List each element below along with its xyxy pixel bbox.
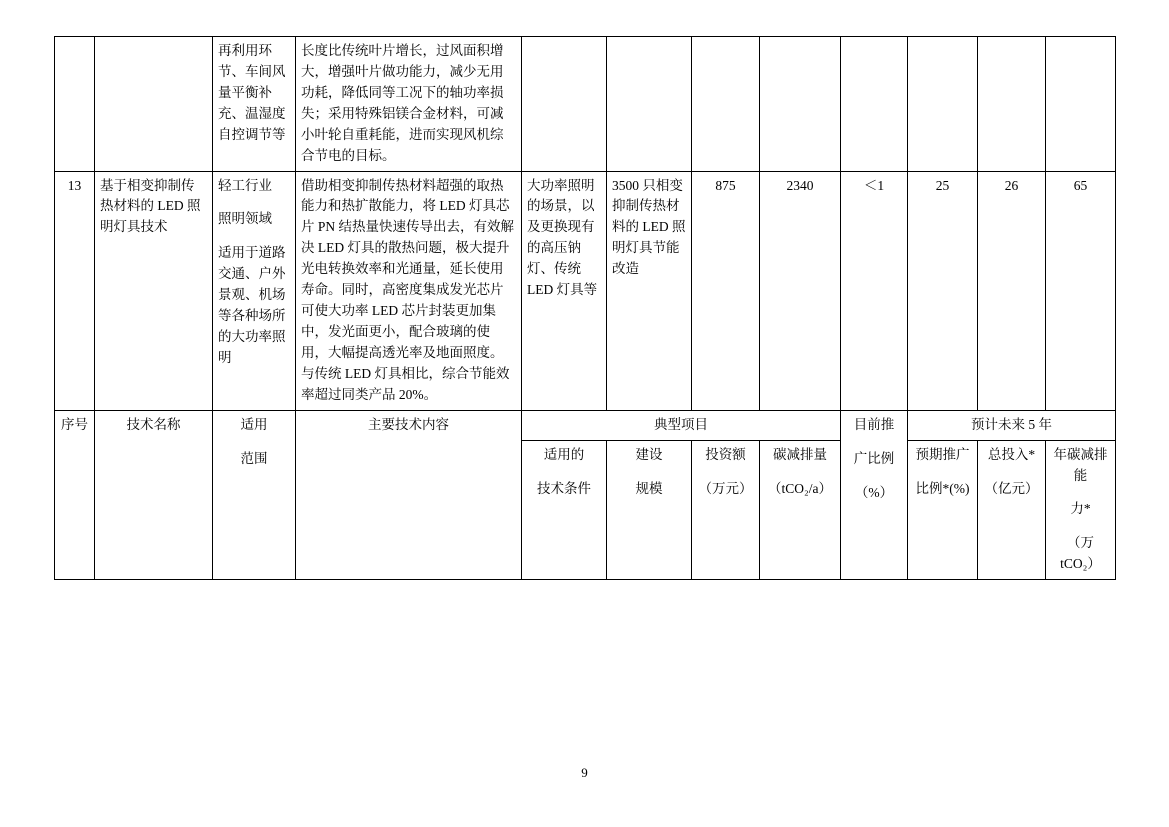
header-col-carbon-reduction bbox=[760, 440, 841, 580]
cell-name: 基于相变抑制传热材料的 LED 照明灯具技术 bbox=[95, 171, 213, 410]
cell-index-continued bbox=[55, 37, 95, 172]
cell-scope-continued: 再利用环节、车间风量平衡补充、温湿度自控调节等 bbox=[213, 37, 296, 172]
header-group-typical-project: 典型项目 bbox=[522, 410, 841, 440]
cell-annual-reduction: 65 bbox=[1046, 171, 1116, 410]
header-col-scope bbox=[213, 410, 296, 580]
cell-build-scale-continued bbox=[607, 37, 692, 172]
cell-name-continued bbox=[95, 37, 213, 172]
header-col-investment bbox=[692, 440, 760, 580]
header-col-index: 序号 bbox=[55, 410, 95, 580]
cell-carbon-continued bbox=[760, 37, 841, 172]
header-promo-line-1: 目前推 bbox=[853, 416, 895, 432]
header-col-future-ratio bbox=[908, 440, 978, 580]
header-col-annual-reduction bbox=[1046, 440, 1116, 580]
header-col-current-promotion bbox=[841, 410, 908, 580]
cell-promotion-ratio: ＜1 bbox=[841, 171, 908, 410]
header-col-tech-condition bbox=[522, 440, 607, 580]
cell-tech-condition: 大功率照明的场景，以及更换现有的高压钠灯、传统 LED 灯具等 bbox=[522, 171, 607, 410]
cell-future-ratio: 25 bbox=[908, 171, 978, 410]
header-col-build-scale bbox=[607, 440, 692, 580]
scope-line-2: 照明领域 bbox=[218, 211, 272, 227]
page-number: 9 bbox=[581, 765, 588, 780]
header-col-scope-line-2: 范围 bbox=[240, 450, 268, 466]
header-promo-line-2: 广比例 bbox=[853, 450, 895, 466]
header-col-scope-line-1: 适用 bbox=[240, 416, 268, 432]
header-carbon-line-2: （tCO₂/a） bbox=[768, 480, 832, 496]
cell-index: 13 bbox=[55, 171, 95, 410]
cell-content-continued: 长度比传统叶片增长，过风面积增大，增强叶片做功能力，减少无用功耗，降低同等工况下的轴功率损失；采用特殊铝镁合金材料，可减小叶轮自重耗能，进而实现风机综合节电的目标。 bbox=[296, 37, 522, 172]
header-col-name: 技术名称 bbox=[95, 410, 213, 580]
cell-investment-continued bbox=[692, 37, 760, 172]
cell-investment: 875 bbox=[692, 171, 760, 410]
scope-line-1: 轻工行业 bbox=[218, 177, 272, 193]
header-total-invest-line-2: （亿元） bbox=[984, 480, 1039, 496]
cell-future-ratio-continued bbox=[908, 37, 978, 172]
cell-scope bbox=[213, 171, 296, 410]
header-carbon-line-1: 碳减排量 bbox=[773, 446, 827, 462]
header-annual-line-1: 年碳减排能 bbox=[1053, 446, 1108, 483]
cell-annual-reduction-continued bbox=[1046, 37, 1116, 172]
cell-total-investment: 26 bbox=[978, 171, 1046, 410]
table-row bbox=[55, 37, 1116, 172]
scope-line-3: 适用于道路交通、户外景观、机场等各种场所的大功率照明 bbox=[218, 245, 286, 365]
cell-content: 借助相变抑制传热材料超强的取热能力和热扩散能力，将 LED 灯具芯片 PN 结热量快速传导出去，有效解决 LED 灯具的散热问题，极大提升光电转换效率和光通量，延长使用寿命。同时，高密度集成发光芯片可使大功率 LED 芯片封装更加集中，发光面更小，配合玻璃的使用，大幅提高透光率及地面照度。与传统 LED 灯具相比，综合节能效率超过同类产品 20%。 bbox=[296, 171, 522, 410]
header-col-total-investment bbox=[978, 440, 1046, 580]
header-invest-line-1: 投资额 bbox=[705, 446, 746, 462]
cell-promotion-continued bbox=[841, 37, 908, 172]
header-future-ratio-line-2: 比例*(%) bbox=[915, 480, 970, 496]
technology-catalog-table bbox=[54, 36, 1116, 580]
header-total-invest-line-1: 总投入* bbox=[987, 446, 1036, 462]
header-tech-cond-line-1: 适用的 bbox=[543, 446, 585, 462]
cell-total-investment-continued bbox=[978, 37, 1046, 172]
cell-carbon-reduction: 2340 bbox=[760, 171, 841, 410]
header-col-content: 主要技术内容 bbox=[296, 410, 522, 580]
header-scale-line-2: 规模 bbox=[635, 480, 663, 496]
header-tech-cond-line-2: 技术条件 bbox=[537, 480, 591, 496]
cell-build-scale: 3500 只相变抑制传热材料的 LED 照明灯具节能改造 bbox=[607, 171, 692, 410]
table-header-group-row bbox=[55, 410, 1116, 440]
cell-tech-condition-continued bbox=[522, 37, 607, 172]
header-promo-line-3: （%） bbox=[854, 484, 894, 500]
header-scale-line-1: 建设 bbox=[635, 446, 663, 462]
header-annual-line-3: （万 tCO₂） bbox=[1060, 535, 1101, 572]
header-annual-line-2: 力* bbox=[1070, 501, 1091, 517]
header-invest-line-2: （万元） bbox=[698, 480, 753, 496]
header-group-future-five-years: 预计未来 5 年 bbox=[908, 410, 1116, 440]
table-row bbox=[55, 171, 1116, 410]
header-future-ratio-line-1: 预期推广 bbox=[915, 446, 970, 462]
